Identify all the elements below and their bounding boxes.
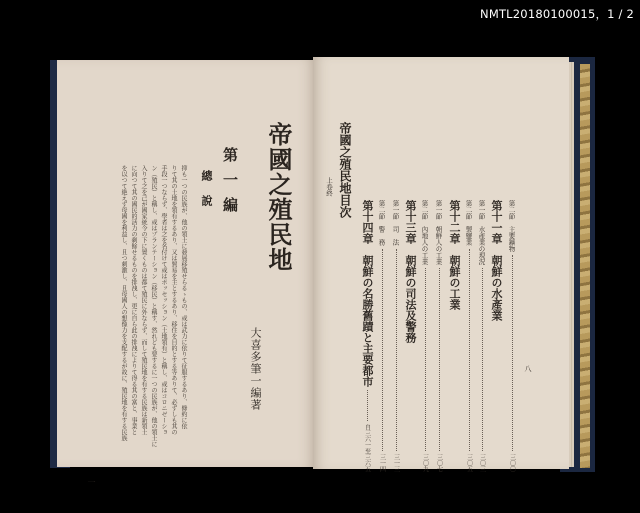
toc-entry-label: 第十一章 朝鮮の水產業 [490, 200, 503, 321]
toc-entry-label: 第十三章 朝鮮の司法及警務 [404, 200, 417, 343]
dotted-leader [439, 268, 440, 451]
dotted-leader [512, 255, 513, 451]
toc-entry-label: 第二節 內地人の工業 [420, 200, 429, 265]
toc-entry-label: 第一節 朝鮮人の工業 [434, 200, 443, 265]
toc-entry-label: 第二節 警 務 [377, 200, 386, 246]
toc-entry-label: 第二節 主要鑛物 [507, 200, 516, 252]
toc-entry-page: 三〇七 [435, 454, 443, 472]
section-heading: 總說 [200, 170, 213, 220]
toc-entry-label: 第二節 製鹽業 [464, 200, 473, 246]
page-marker: 八 [524, 365, 532, 372]
body-text-column: を以つて絶えず母國を利益し、且つ刺激し、且母國人の想像力を支配するが故に、殖民地を有する民族 [120, 165, 127, 441]
toc-entry-label: 第十四章 朝鮮の名勝舊蹟と主要都市 [361, 200, 374, 387]
toc-title: 帝國之殖民地目次 [338, 122, 352, 218]
toc-entry [376, 200, 388, 472]
toc-entry [490, 200, 502, 472]
book-title: 帝國之殖民地 [264, 122, 293, 272]
toc-entry-page: 三〇五 [465, 454, 473, 472]
volume-end-label: 上卷終 [325, 177, 333, 197]
toc-entry-page: 三一三 [392, 454, 400, 472]
toc-entry [476, 200, 488, 472]
toc-entry-label: 第一節 司 法 [391, 200, 400, 246]
dotted-leader [367, 390, 368, 421]
toc-entry [448, 200, 460, 472]
body-text-column: 手段一つならず、學者は之を名付けて或はポッセッション（土地領有）と稱し、或はコロニゼーショ [160, 165, 167, 435]
page-number: 一 [87, 478, 96, 486]
toc-entry [361, 200, 373, 472]
record-id-label: NMTL20180100015，1 / 2 [480, 7, 634, 21]
dotted-leader [382, 249, 383, 452]
toc-entry [390, 200, 402, 472]
toc-entry-page: 自三六一至三六五 [363, 424, 371, 472]
part-heading: 第一編 [221, 147, 239, 222]
left-page [57, 60, 315, 486]
toc-entry [419, 200, 431, 472]
body-text-column: 抑も一つの民族が、他の領土に發展移殖せらるゝもの、或は武力に依りて征服するあり、條約に依 [180, 165, 187, 429]
body-text-column: に向つて其の國民的活力の剩餘せるものを排洩し、更に自ら此の排洩によりて得る其の富と、事業と [130, 165, 137, 435]
toc-entry-label: 第一節 水產業の現況 [477, 200, 486, 265]
dotted-leader [425, 268, 426, 451]
dotted-leader [469, 249, 470, 452]
body-text-column: りて其の土地を領有するあり、又は貿易を主とするあり、移住を目的とする等ありて、必ずしも其の [170, 165, 177, 435]
cover-gold-pattern [580, 64, 590, 468]
body-text-column: 入りて之を己が國家統令の下に置くものは都て殖民に外ならず、而して殖民地を有する民族は新領土 [140, 165, 147, 435]
dotted-leader [396, 249, 397, 452]
toc-entry [404, 200, 416, 472]
toc-entry-page: 三一四 [378, 454, 386, 472]
toc-entry-page: 三〇〇 [508, 454, 516, 472]
toc-entry-page: 三〇九 [421, 454, 429, 472]
body-text-column: ン（殖民）と稱し、或はプランテーション（移民）と稱す、然れども要するに一つの民族が、他の領土に [150, 165, 157, 447]
toc-entry [433, 200, 445, 472]
toc-entry [506, 200, 518, 472]
right-page [313, 57, 569, 472]
toc-entry [463, 200, 475, 472]
dotted-leader [482, 268, 483, 451]
toc-entry-page: 三〇三 [478, 454, 486, 472]
toc-entry-label: 第十二章 朝鮮の工業 [448, 200, 461, 310]
author: 大喜多筆一編著 [249, 327, 262, 411]
